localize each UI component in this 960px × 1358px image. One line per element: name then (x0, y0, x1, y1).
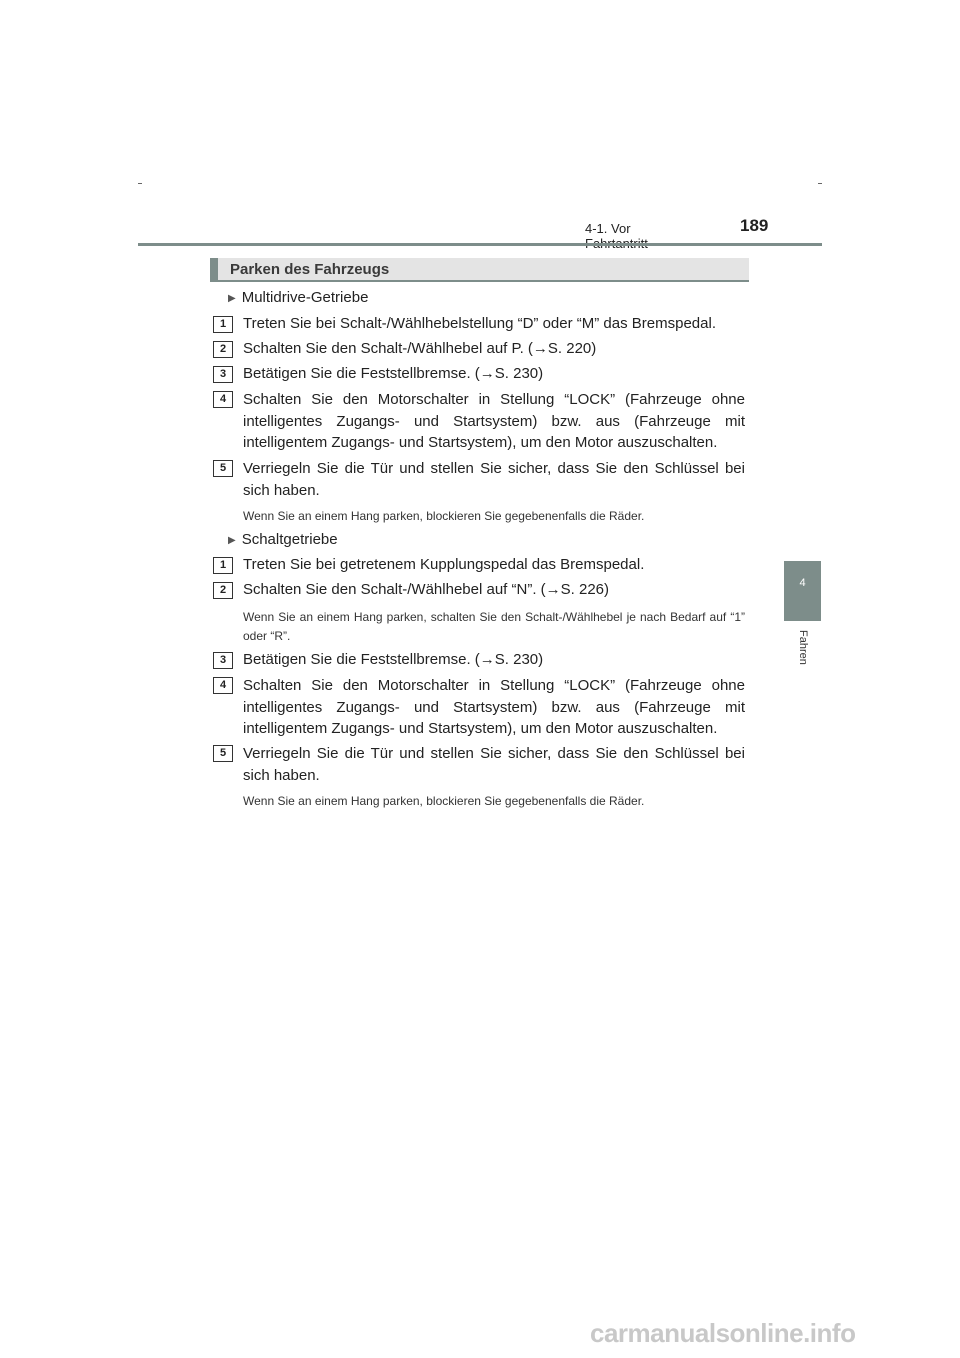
page-number: 189 (740, 216, 769, 235)
note-text: Wenn Sie an einem Hang parken, schalten Sie den Schalt-/Wählhebel je nach Bedarf auf “1” oder “R”. (243, 610, 745, 643)
subheading-manual (228, 531, 338, 548)
step-number-badge: 1 (213, 557, 233, 574)
step-number-badge: 4 (213, 677, 233, 694)
triangle-bullet-icon: ▶ (228, 535, 236, 546)
running-header-section: 4-1. Vor (585, 221, 631, 236)
note-text: Wenn Sie an einem Hang parken, blockieren Sie gegebenenfalls die Räder. (243, 794, 645, 808)
step-number-badge: 2 (213, 582, 233, 599)
step-number-badge: 4 (213, 391, 233, 408)
section-heading-bar (210, 258, 749, 282)
step-text: Schalten Sie den Schalt-/Wählhebel auf “N”. (→S. 226) (243, 581, 610, 598)
step-text: Betätigen Sie die Feststellbremse. (→S. 230) (243, 365, 544, 382)
crop-mark-right (818, 183, 822, 184)
chapter-tab-label: Fahren (797, 630, 809, 665)
subheading-label: Schaltgetriebe (241, 531, 338, 548)
subheading-label: Multidrive-Getriebe (241, 289, 369, 306)
note-text: Wenn Sie an einem Hang parken, blockieren Sie gegebenenfalls die Räder. (243, 509, 645, 523)
subheading-multidrive (228, 289, 368, 306)
step-number-badge: 3 (213, 652, 233, 669)
step-number-badge: 2 (213, 341, 233, 358)
triangle-bullet-icon: ▶ (228, 293, 236, 304)
step-number-badge: 1 (213, 316, 233, 333)
step-text: Schalten Sie den Motorschalter in Stellung “LOCK” (Fahrzeuge ohne intelligentes Zugangs- und Startsystem) bzw. aus (Fahrzeuge mit intelligentem Zugangs- und Startsystem), um den Motor auszuschalten. (243, 677, 745, 737)
watermark: carmanualsonline.info (590, 1318, 856, 1348)
crop-mark-left (138, 183, 142, 184)
step-text: Treten Sie bei Schalt-/Wählhebelstellung “D” oder “M” das Bremspedal. (243, 315, 716, 332)
step-text: Verriegeln Sie die Tür und stellen Sie sicher, dass Sie den Schlüssel bei sich haben. (243, 460, 745, 499)
step-text: Schalten Sie den Motorschalter in Stellung “LOCK” (Fahrzeuge ohne intelligentes Zugangs- und Startsystem) bzw. aus (Fahrzeuge mit intelligentem Zugangs- und Startsystem), um den Motor auszuschalten. (243, 391, 745, 451)
step-text: Betätigen Sie die Feststellbremse. (→S. 230) (243, 651, 544, 668)
chapter-tab: 4 (784, 561, 821, 621)
step-number-badge: 5 (213, 460, 233, 477)
step-number-badge: 3 (213, 366, 233, 383)
step-text: Schalten Sie den Schalt-/Wählhebel auf P. (→S. 220) (243, 340, 597, 357)
header-rule (138, 243, 822, 246)
step-text: Treten Sie bei getretenem Kupplungspedal das Bremspedal. (243, 556, 645, 573)
step-number-badge: 5 (213, 745, 233, 762)
section-title: Parken des Fahrzeugs (230, 261, 390, 278)
step-text: Verriegeln Sie die Tür und stellen Sie sicher, dass Sie den Schlüssel bei sich haben. (243, 745, 745, 784)
